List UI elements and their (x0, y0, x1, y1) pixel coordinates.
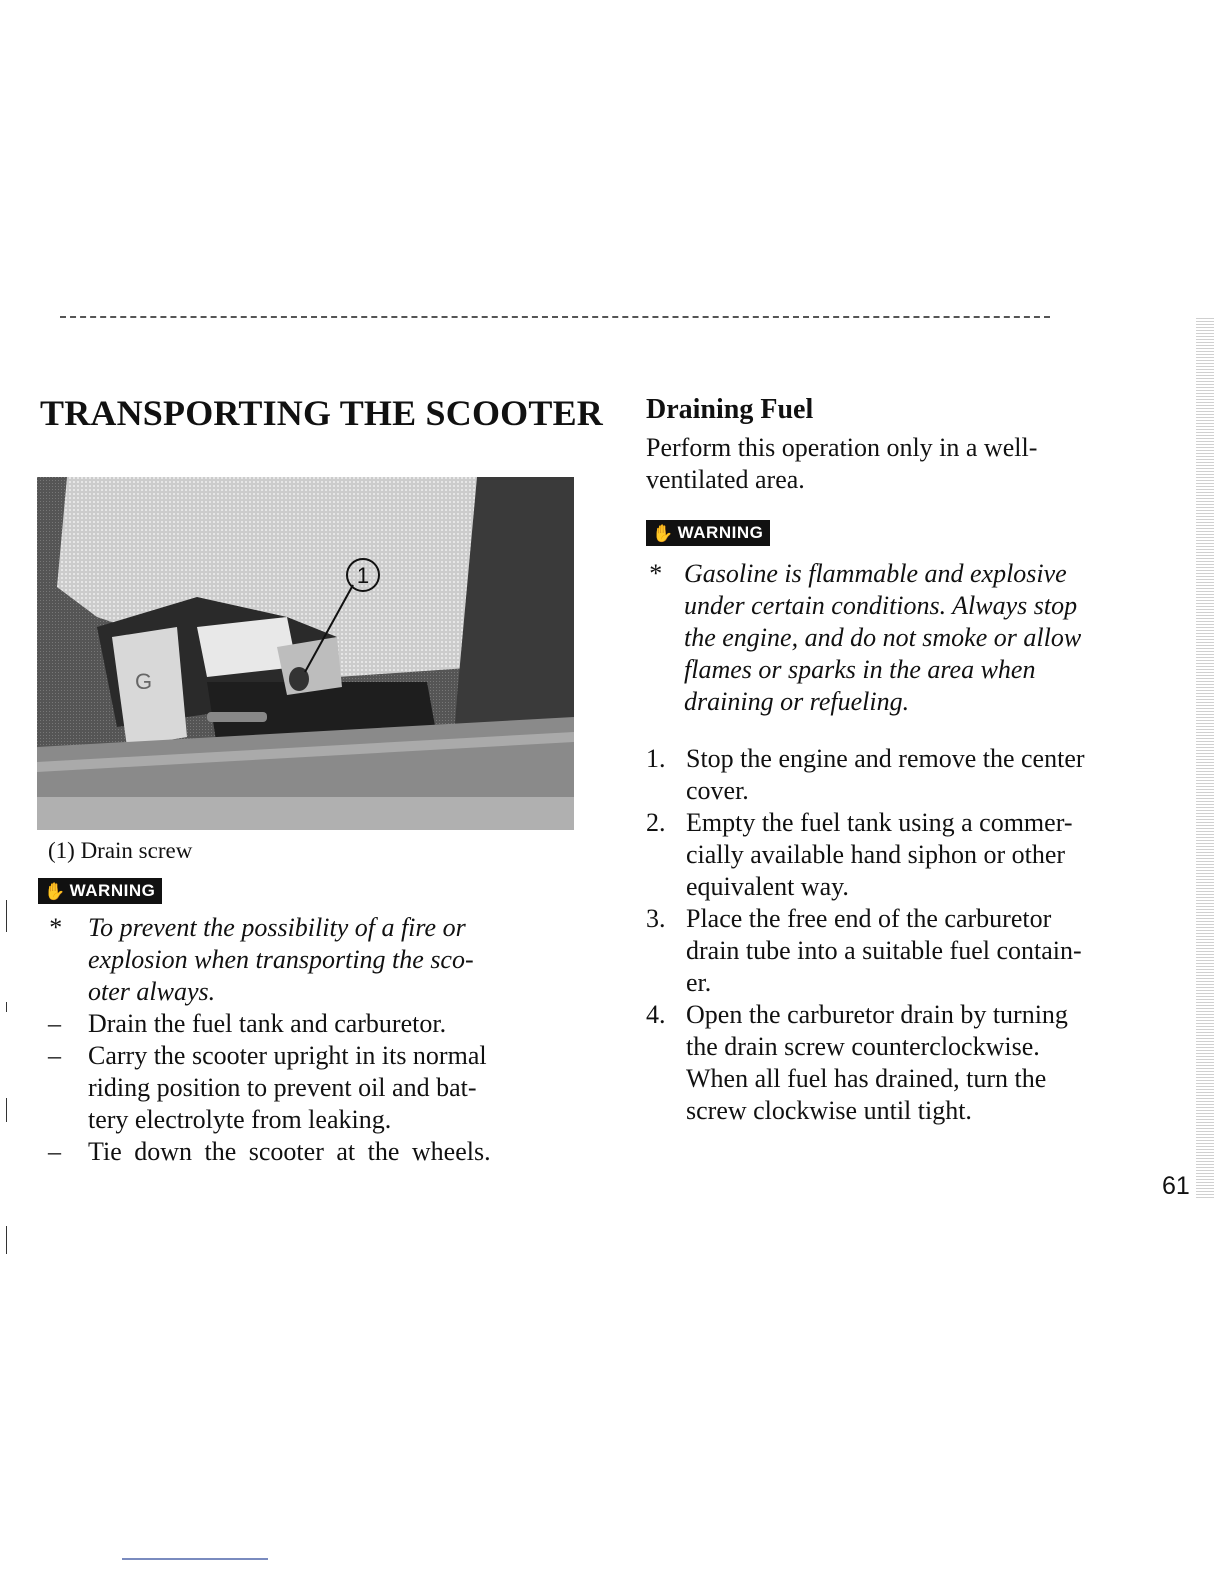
subsection-heading: Draining Fuel (646, 394, 814, 425)
step-line: Place the free end of the carburetor (686, 904, 1052, 933)
step-line: When all fuel has drained, turn the (686, 1064, 1047, 1093)
list-line: Tie down the scooter at the wheels. (88, 1137, 491, 1166)
step-line: cover. (686, 776, 749, 805)
margin-mark (6, 1226, 7, 1254)
list-line: tery electrolyte from leaking. (88, 1105, 392, 1134)
asterisk-bullet: * (648, 559, 661, 588)
step-line: equivalent way. (686, 872, 849, 901)
warning-line: Gasoline is flammable and explosive (684, 559, 1067, 588)
dash-bullet: – (48, 1137, 61, 1166)
page-edge-shadow (1196, 318, 1214, 1198)
warning-label: WARNING (69, 881, 156, 900)
step-number: 4. (646, 1000, 666, 1029)
hand-warning-icon: ✋ (44, 881, 66, 901)
step-line: Empty the fuel tank using a commer- (686, 808, 1073, 837)
list-item (40, 1008, 580, 1040)
warning-line: draining or refueling. (684, 687, 910, 716)
warning-line: under certain conditions. Always stop (684, 591, 1078, 620)
step-line: Stop the engine and remove the center (686, 744, 1085, 773)
photo-caption: (1) Drain screw (48, 838, 193, 863)
dashed-separator (60, 316, 1050, 318)
step-line: er. (686, 968, 712, 997)
list-item (40, 1136, 580, 1168)
margin-mark (6, 1098, 7, 1122)
step-line: cially available hand siphon or other (686, 840, 1066, 869)
warning-item (646, 558, 1178, 718)
margin-mark (6, 900, 7, 932)
section-heading: TRANSPORTING THE SCOOTER (40, 393, 603, 433)
warning-label: WARNING (677, 523, 764, 542)
warning-line: oter always. (88, 977, 216, 1006)
page-number: 61 (1162, 1172, 1190, 1200)
list-line: Carry the scooter upright in its normal (88, 1041, 487, 1070)
drain-screw-photo (37, 477, 574, 830)
warning-line: the engine, and do not smoke or allow (684, 623, 1082, 652)
svg-text:G: G (135, 669, 153, 694)
step-number: 2. (646, 808, 666, 837)
asterisk-bullet: * (48, 913, 61, 942)
step-item (646, 903, 1178, 999)
step-item (646, 807, 1178, 903)
margin-mark (6, 1002, 7, 1012)
warning-line: flames or sparks in the area when (684, 655, 1036, 684)
dash-bullet: – (48, 1009, 61, 1038)
dash-bullet: – (48, 1041, 61, 1070)
draining-steps (646, 743, 1178, 1127)
warning-statement (40, 912, 580, 1008)
intro-paragraph (646, 432, 1178, 496)
warning-badge (38, 878, 162, 904)
warning-statement (646, 558, 1178, 718)
step-item (646, 743, 1178, 807)
step-line: drain tube into a suitable fuel contain- (686, 936, 1082, 965)
step-line: screw clockwise until tight. (686, 1096, 972, 1125)
warning-line: explosion when transporting the sco- (88, 945, 474, 974)
list-line: riding position to prevent oil and bat- (88, 1073, 477, 1102)
step-line: Open the carburetor drain by turning (686, 1000, 1068, 1029)
step-number: 1. (646, 744, 666, 773)
warning-badge (646, 520, 770, 546)
callout-number: 1 (356, 563, 370, 588)
transport-instructions (40, 912, 580, 1168)
footer-rule (122, 1558, 268, 1560)
step-note (646, 1063, 1178, 1127)
step-line: the drain screw counterclockwise. (686, 1032, 1040, 1061)
warning-line: To prevent the possibility of a fire or (88, 913, 466, 942)
intro-line: Perform this operation only in a well- (646, 433, 1038, 462)
step-item (646, 999, 1178, 1063)
list-line: Drain the fuel tank and carburetor. (88, 1009, 447, 1038)
hand-warning-icon: ✋ (652, 523, 674, 543)
step-number: 3. (646, 904, 666, 933)
list-item (40, 1040, 580, 1136)
intro-line: ventilated area. (646, 465, 805, 494)
